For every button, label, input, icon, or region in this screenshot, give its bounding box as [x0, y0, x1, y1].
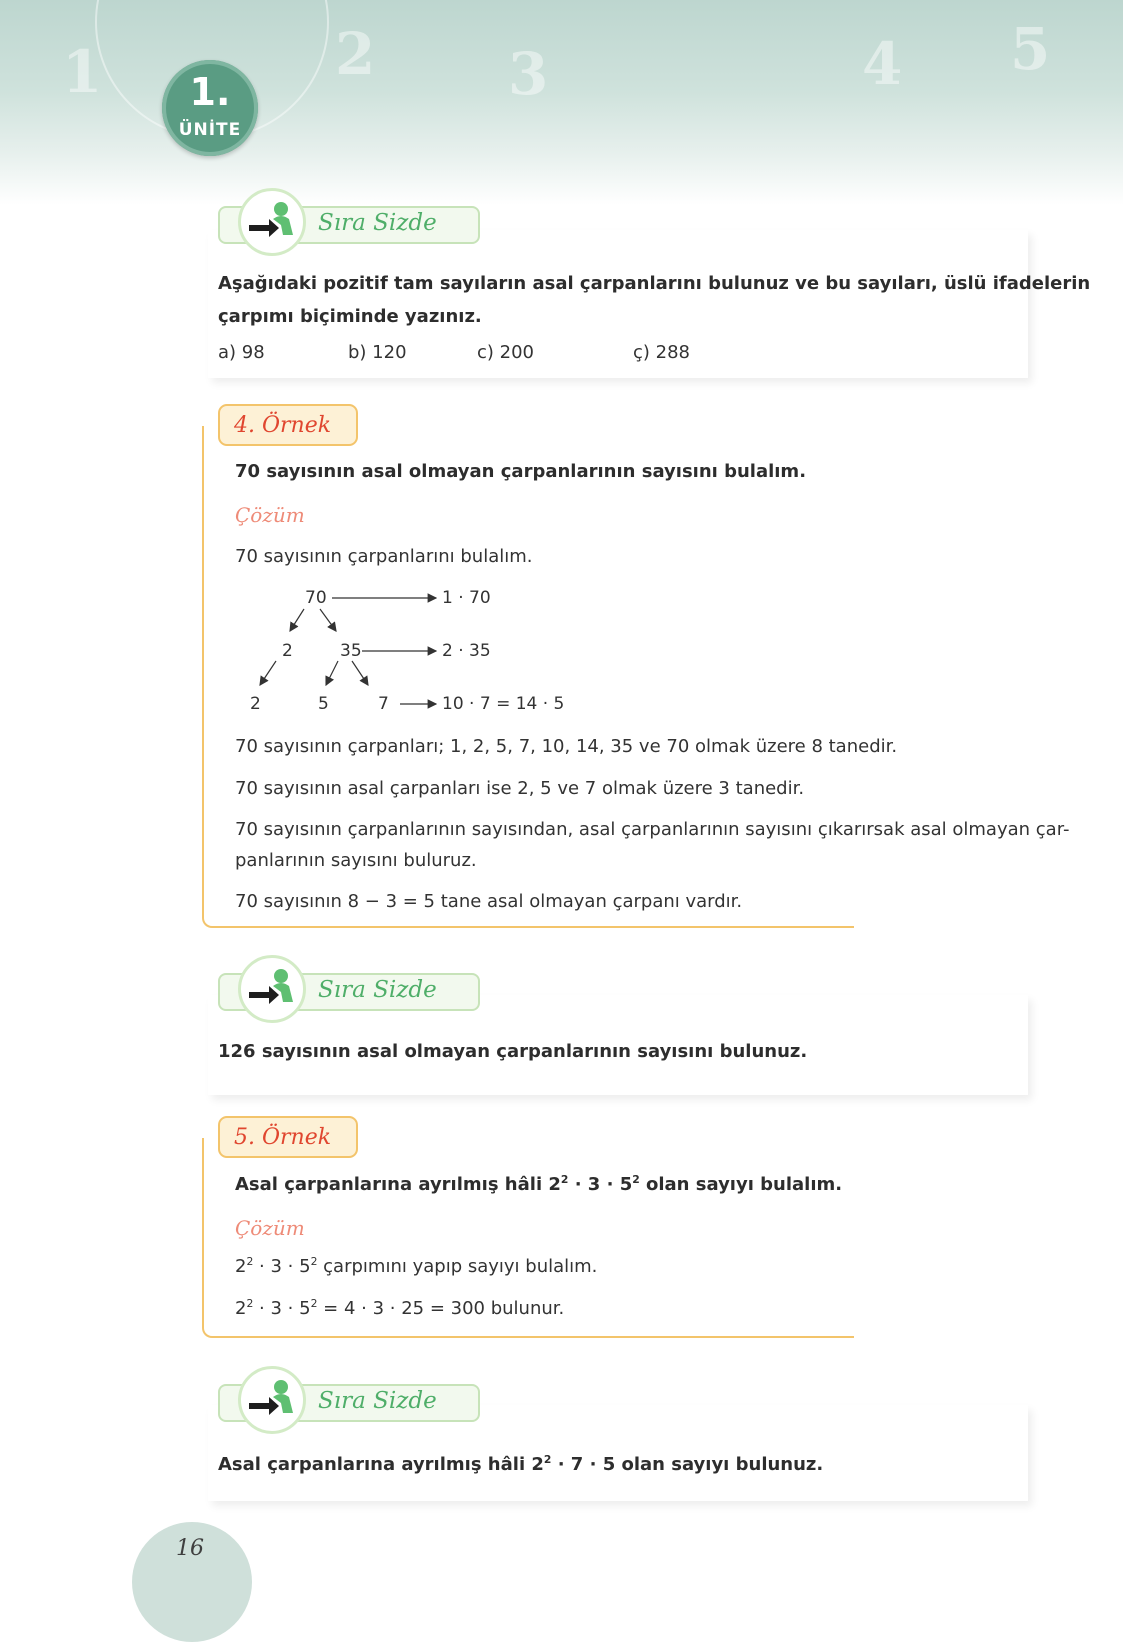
tree-node: 7: [378, 694, 389, 714]
sira-sizde-tag: [218, 188, 478, 250]
tree-result: 1 · 70: [442, 588, 491, 608]
ornek-label: 5. Örnek: [218, 1116, 358, 1158]
unit-number: 1.: [189, 70, 231, 114]
tree-node: 5: [318, 694, 329, 714]
ornek-line: $2^2 \cdot 3 \cdot 5^2 = 4 \cdot 3 \cdot 25 = 300$ bulunur.: [235, 1297, 565, 1319]
instruction-line: çarpımı biçiminde yazınız.: [218, 306, 482, 327]
ornek-line: panlarının sayısını buluruz.: [235, 850, 477, 871]
tree-node: 35: [340, 641, 362, 661]
sira-sizde-label: Sıra Sizde: [318, 210, 437, 236]
ornek-line: 70 sayısının çarpanları; 1, 2, 5, 7, 10, 14, 35 ve 70 olmak üzere 8 tanedir.: [235, 736, 898, 757]
sira-sizde-icon-circle: [238, 188, 306, 256]
ornek-line: 70 sayısının 8 − 3 = 5 tane asal olmayan çarpanı vardır.: [235, 891, 743, 912]
cozum-label: Çözüm: [235, 503, 305, 527]
tree-node: 2: [282, 641, 293, 661]
tree-result: 2 · 35: [442, 641, 491, 661]
tree-node: 2: [250, 694, 261, 714]
decorative-digit: 4: [862, 30, 903, 98]
ornek-line: $2^2 \cdot 3 \cdot 5^2$ çarpımını yapıp sayıyı bulalım.: [235, 1255, 598, 1277]
sira-sizde-icon-circle: [238, 1366, 306, 1434]
cozum-label: Çözüm: [235, 1216, 305, 1240]
sira-sizde-box: [208, 230, 1028, 378]
option-b: b) 120: [348, 342, 407, 363]
instruction-line: Aşağıdaki pozitif tam sayıların asal çarpanlarını bulunuz ve bu sayıları, üslü ifadelerin: [218, 273, 1091, 294]
sira-sizde-text: 126 sayısının asal olmayan çarpanlarının sayısını bulunuz.: [218, 1041, 808, 1062]
ornek-line: 70 sayısının asal çarpanları ise 2, 5 ve 7 olmak üzere 3 tanedir.: [235, 778, 805, 799]
tree-node: 70: [305, 588, 327, 608]
sira-sizde-text: Asal çarpanlarına ayrılmış hâli $2^2 \cdot 7 \cdot 5$ olan sayıyı bulunuz.: [218, 1453, 824, 1475]
unit-badge: [162, 60, 258, 156]
decorative-digit: 2: [335, 20, 376, 88]
option-a: a) 98: [218, 342, 265, 363]
tree-result: 10 · 7 = 14 · 5: [442, 694, 565, 714]
person-arrow-icon: [247, 199, 297, 243]
option-c: c) 200: [477, 342, 534, 363]
ornek-intro: 70 sayısının çarpanlarını bulalım.: [235, 546, 533, 567]
ornek-line: 70 sayısının çarpanlarının sayısından, asal çarpanlarının sayısını çıkarırsak asal olmayan çar-: [235, 819, 1070, 840]
sira-sizde-label: Sıra Sizde: [318, 977, 437, 1003]
person-arrow-icon: [247, 966, 297, 1010]
decorative-digit: 3: [508, 40, 549, 108]
sira-sizde-icon-circle: [238, 955, 306, 1023]
decorative-digit: 5: [1010, 15, 1051, 83]
person-arrow-icon: [247, 1377, 297, 1421]
sira-sizde-tag: [218, 1366, 478, 1428]
sira-sizde-label: Sıra Sizde: [318, 1388, 437, 1414]
sira-sizde-tag: [218, 955, 478, 1017]
page-number: 16: [176, 1536, 204, 1561]
ornek-question: Asal çarpanlarına ayrılmış hâli $2^2 \cdot 3 \cdot 5^2$ olan sayıyı bulalım.: [235, 1173, 843, 1195]
decorative-digit: 1: [62, 38, 103, 106]
ornek-question: 70 sayısının asal olmayan çarpanlarının sayısını bulalım.: [235, 461, 807, 482]
option-cc: ç) 288: [633, 342, 690, 363]
unit-word: ÜNİTE: [178, 120, 242, 140]
ornek-label: 4. Örnek: [218, 404, 358, 446]
